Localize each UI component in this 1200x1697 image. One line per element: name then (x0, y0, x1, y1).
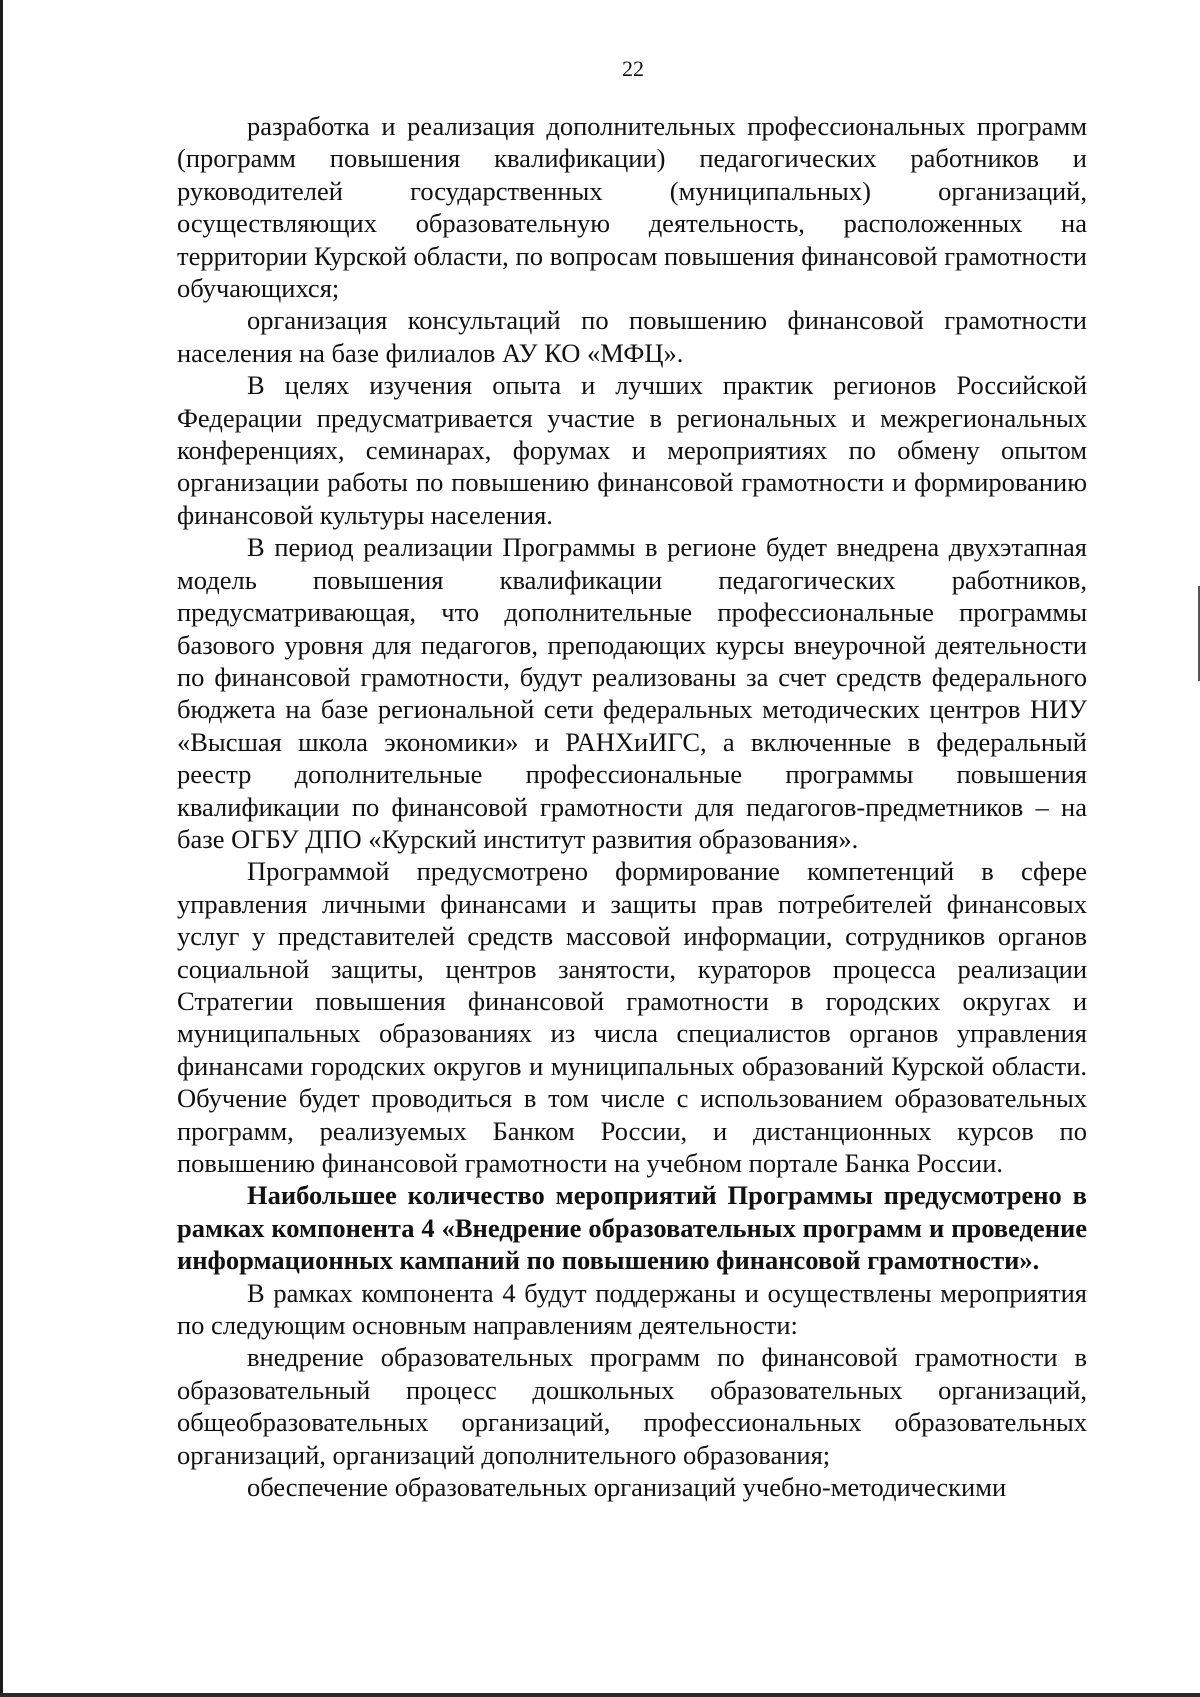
page-number: 22 (622, 56, 644, 81)
paragraph: В период реализации Программы в регионе будет внедрена двухэтапная модель повышения квалификации педагогических работников, предусматривающая, что дополнительные профессиональные программы базового уровня для педагогов, преподающих курсы внеурочной деятельности по финансовой грамотности, будут реализованы за счет средств федерального бюджета на базе региональной сети федеральных методических центров НИУ «Высшая школа экономики» и РАНХиИГС, а включенные в федеральный реестр дополнительные профессиональные программы повышения квалификации по финансовой грамотности для педагогов-предметников – на базе ОГБУ ДПО «Курский институт развития образования». (177, 532, 1087, 854)
scan-border-left (0, 0, 3, 1697)
paragraph: В рамках компонента 4 будут поддержаны и осуществлены мероприятия по следующим основным направлениям деятельности: (177, 1277, 1087, 1341)
paragraph: внедрение образовательных программ по финансовой грамотности в образовательный процесс дошкольных образовательных организаций, общеобразовательных организаций, профессиональных образовательных организаций, организаций дополнительного образования; (177, 1342, 1087, 1470)
paragraph: обеспечение образовательных организаций учебно-методическими (247, 1472, 1007, 1503)
bold-paragraph: Наибольшее количество мероприятий Программы предусмотрено в рамках компонента 4 «Внедрение образовательных программ и проведение информационных кампаний по повышению финансовой грамотности». (177, 1180, 1087, 1276)
paragraph: разработка и реализация дополнительных профессиональных программ (программ повышения квалификации) педагогических работников и руководителей государственных (муниципальных) организаций, осуществляющих образовательную деятельность, расположенных на территории Курской области, по вопросам повышения финансовой грамотности обучающихся; (177, 111, 1087, 304)
paragraph: организация консультаций по повышению финансовой грамотности населения на базе филиалов АУ КО «МФЦ». (177, 305, 1087, 368)
paragraph: Программой предусмотрено формирование компетенций в сфере управления личными финансами и защиты прав потребителей финансовых услуг у представителей средств массовой информации, сотрудников органов социальной защиты, центров занятости, кураторов процесса реализации Стратегии повышения финансовой грамотности в городских округах и муниципальных образованиях из числа специалистов органов управления финансами городских округов и муниципальных образований Курской области. Обучение будет проводиться в том числе с использованием образовательных программ, реализуемых Банком России, и дистанционных курсов по повышению финансовой грамотности на учебном портале Банка России. (177, 856, 1087, 1178)
scan-border-bottom (0, 1693, 1200, 1697)
document-body (177, 110, 1087, 1503)
paragraph: В целях изучения опыта и лучших практик регионов Российской Федерации предусматривается участие в региональных и межрегиональных конференциях, семинарах, форумах и мероприятиях по обмену опытом организации работы по повышению финансовой грамотности и формированию финансовой культуры населения. (177, 370, 1087, 530)
